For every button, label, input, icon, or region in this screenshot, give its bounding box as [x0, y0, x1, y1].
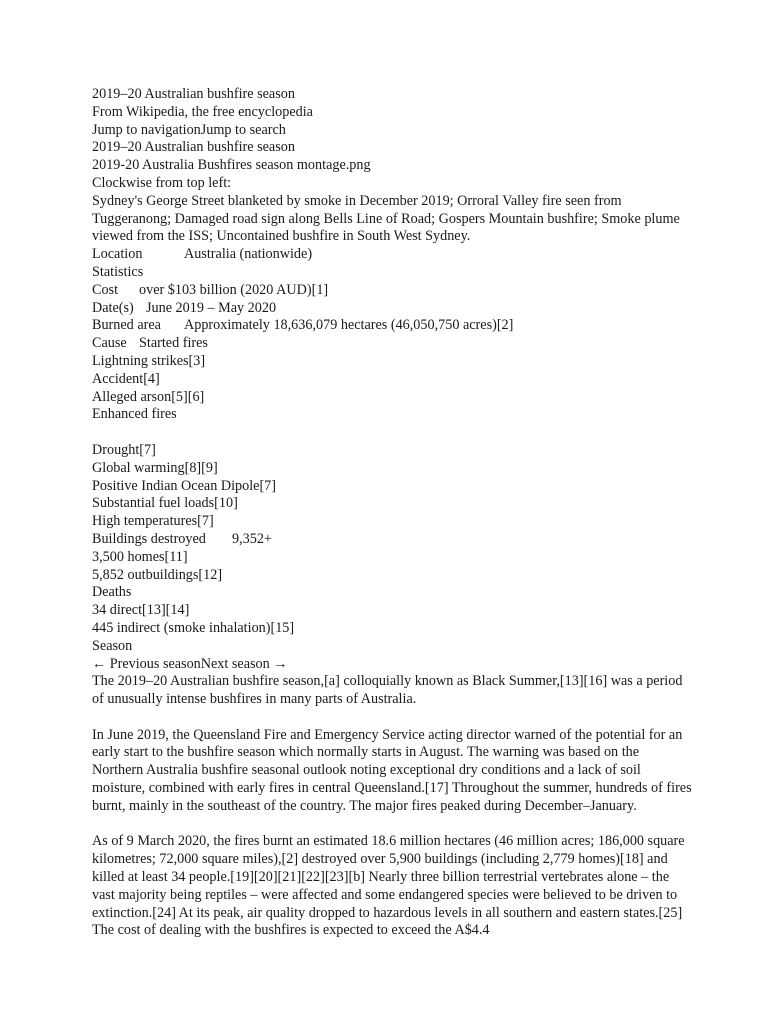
- document-page: [92, 86, 692, 940]
- list-item[interactable]: Positive Indian Ocean Dipole[7]: [92, 477, 276, 494]
- next-season-link[interactable]: Next season →: [200, 655, 288, 672]
- body-paragraph: In June 2019, the Queensland Fire and Emergency Service acting director warned of the potential for an early start to the bushfire season which normally starts in August. The warning was based on the Northern Australia bushfire seasonal outlook noting exceptional dry conditions and a lack of soil moisture, combined with early fires in central Queensland.[17] Throughout the summer, hundreds of fires burnt, mainly in the southeast of the country. The major fires peaked during December–January.: [92, 726, 692, 814]
- location-row: [92, 246, 692, 264]
- jump-links: [92, 122, 692, 140]
- list-item[interactable]: Drought[7]: [92, 441, 156, 458]
- burned-row: [92, 317, 692, 335]
- cause-label: Cause: [92, 335, 127, 352]
- location-value[interactable]: Australia (nationwide): [184, 246, 313, 263]
- list-item[interactable]: High temperatures[7]: [92, 513, 214, 530]
- list-item[interactable]: Global warming[8][9]: [92, 459, 218, 476]
- list-item: 445 indirect (smoke inhalation)[15]: [92, 619, 295, 636]
- statistics-label: Statistics: [92, 263, 144, 280]
- cause-row: [92, 335, 692, 353]
- spacer: [92, 709, 692, 727]
- cause-value: Started fires: [139, 335, 208, 352]
- jump-to-search-link[interactable]: Jump to search: [200, 121, 286, 138]
- intro-paragraph: The 2019–20 Australian bushfire season,[a] colloquially known as Black Summer,[13][16] was a period of unusually intense bushfires in many parts of Australia.: [92, 673, 683, 708]
- list-item[interactable]: Alleged arson[5][6]: [92, 388, 205, 405]
- buildings-row: [92, 531, 692, 549]
- list-item[interactable]: Accident[4]: [92, 370, 160, 387]
- dates-label: Date(s): [92, 299, 134, 316]
- list-item: 34 direct[13][14]: [92, 602, 190, 619]
- list-item: 3,500 homes[11]: [92, 548, 188, 565]
- page-title: 2019–20 Australian bushfire season: [92, 86, 295, 102]
- cost-label: Cost: [92, 281, 119, 298]
- spacer: [92, 816, 692, 834]
- list-item[interactable]: Substantial fuel loads[10]: [92, 495, 238, 512]
- infobox-caption: Sydney's George Street blanketed by smoke in December 2019; Orroral Valley fire seen from Tuggeranong; Damaged road sign along Bells Line of Road; Gospers Mountain bushfire; Smoke plume viewed from the ISS; Uncontained bushfire in South West Sydney.: [92, 192, 680, 245]
- body-paragraph: As of 9 March 2020, the fires burnt an estimated 18.6 million hectares (46 million acres; 186,000 square kilometres; 72,000 square miles),[2] destroyed over 5,900 buildings (including 2,779 homes)[18] and killed at least 34 people.[19][20][21][22][23][b] Nearly three billion terrestrial vertebrates alone – the vast majority being reptiles – were affected and some endangered species were believed to be driven to extinction.[24] At its peak, air quality dropped to hazardous levels in all southern and eastern states.[25] The cost of dealing with the bushfires is expected to exceed the A$4.4: [92, 833, 685, 939]
- list-item[interactable]: Lightning strikes[3]: [92, 352, 206, 369]
- infobox-image-name[interactable]: 2019-20 Australia Bushfires season montage.png: [92, 157, 371, 174]
- deaths-label: Deaths: [92, 584, 132, 601]
- season-nav: [92, 656, 692, 674]
- location-label: Location: [92, 246, 143, 263]
- buildings-value: 9,352+: [232, 530, 272, 547]
- jump-to-navigation-link[interactable]: Jump to navigation: [92, 121, 201, 138]
- source-line: From Wikipedia, the free encyclopedia: [92, 103, 313, 120]
- infobox-caption-head: Clockwise from top left:: [92, 174, 232, 191]
- burned-label: Burned area: [92, 317, 161, 334]
- burned-value: Approximately 18,636,079 hectares (46,050,750 acres)[2]: [184, 317, 514, 334]
- season-label: Season: [92, 637, 133, 654]
- dates-row: [92, 300, 692, 318]
- previous-season-link[interactable]: ← Previous season: [92, 655, 201, 672]
- infobox-title: 2019–20 Australian bushfire season: [92, 139, 295, 156]
- enhanced-fires-label: Enhanced fires: [92, 406, 177, 423]
- spacer: [92, 424, 692, 442]
- cost-row: [92, 282, 692, 300]
- buildings-label: Buildings destroyed: [92, 530, 206, 547]
- cost-value: over $103 billion (2020 AUD)[1]: [139, 281, 329, 298]
- dates-value: June 2019 – May 2020: [146, 299, 277, 316]
- list-item: 5,852 outbuildings[12]: [92, 566, 223, 583]
